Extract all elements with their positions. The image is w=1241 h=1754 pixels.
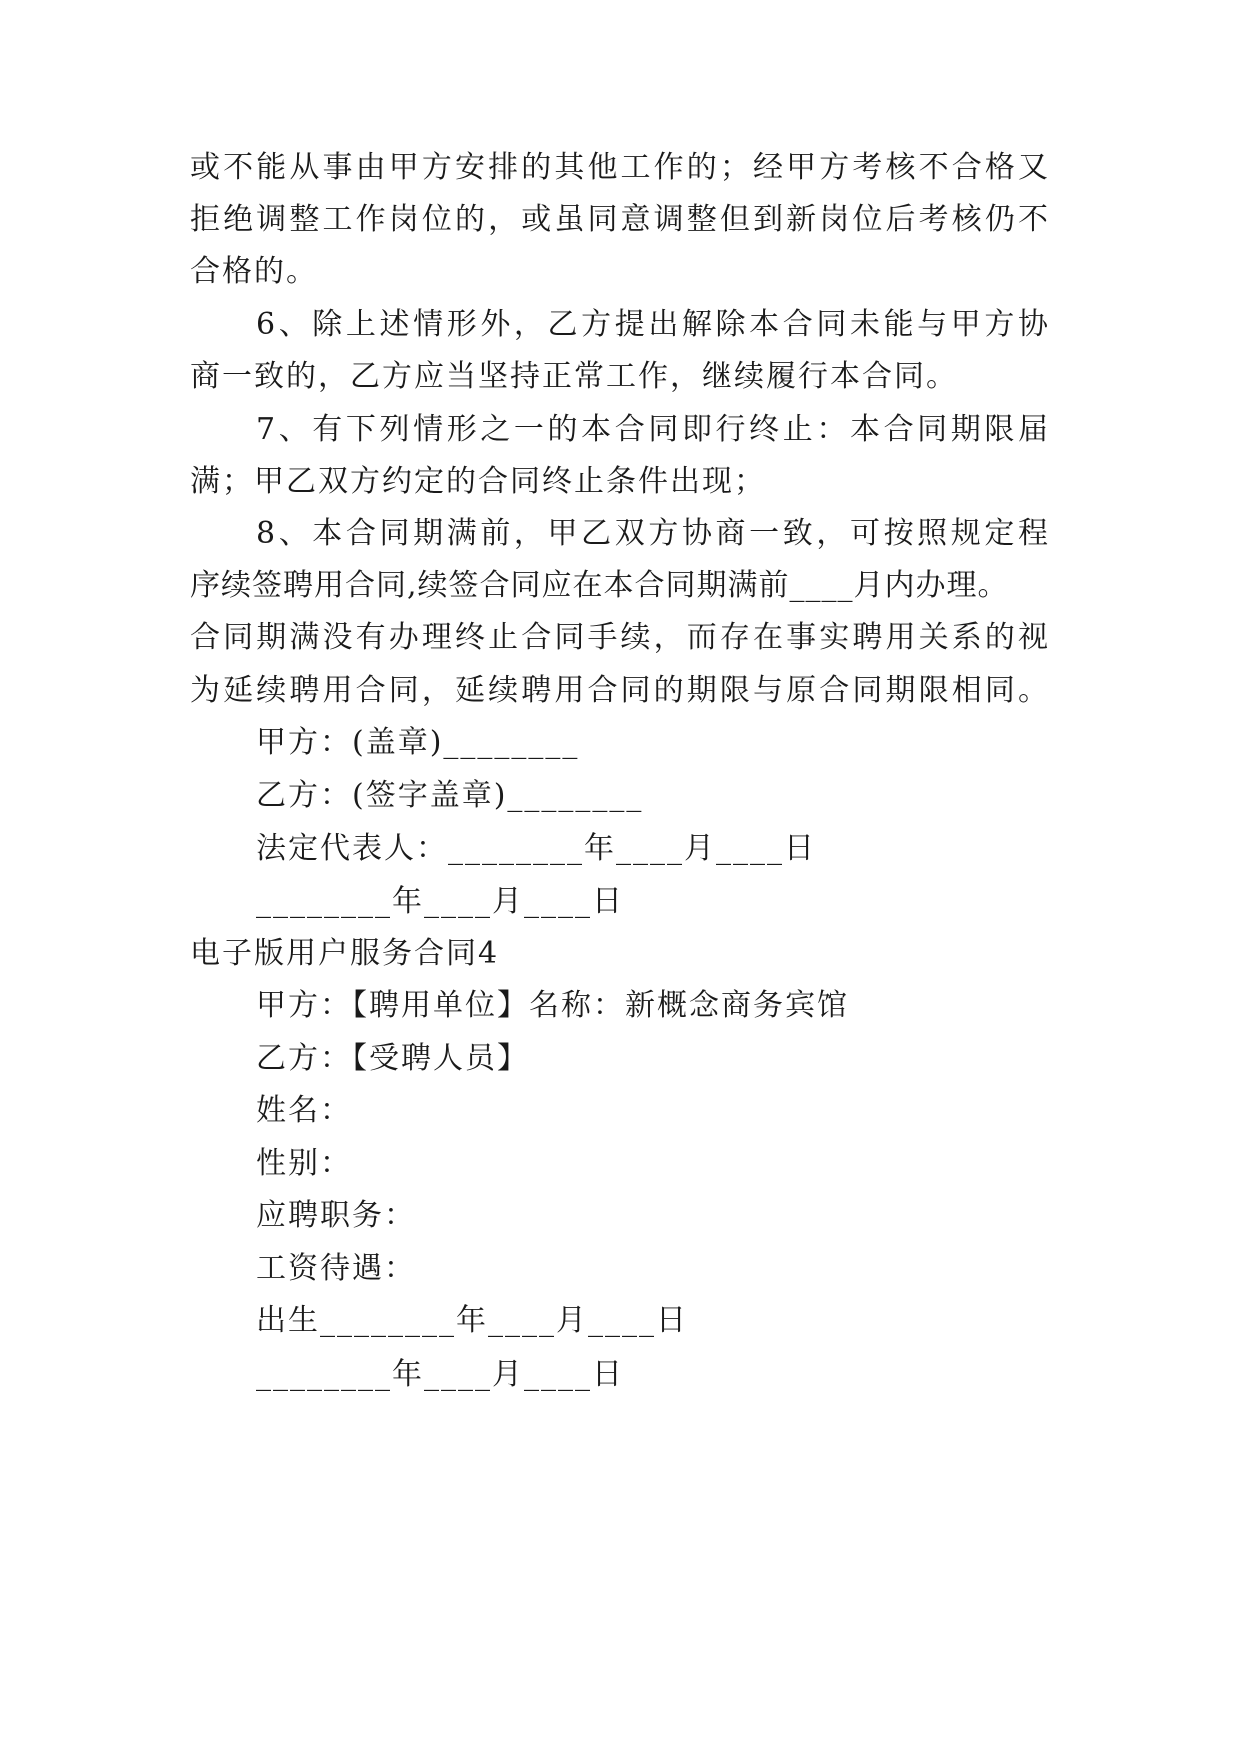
party-a-employer: 甲方：【聘用单位】名称：新概念商务宾馆: [256, 988, 849, 1023]
party-a-signature: 甲方：(盖章)________: [256, 725, 580, 760]
clause-7-line: 7、有下列情形之一的本合同即行终止：本合同期限届: [256, 412, 1050, 447]
salary-field-label: 工资待遇：: [256, 1251, 416, 1286]
paragraph-line: 合格的。: [190, 254, 318, 289]
paragraph-line: 或不能从事由甲方安排的其他工作的；经甲方考核不合格又: [190, 150, 1050, 185]
party-b-signature: 乙方：(签字盖章)________: [256, 778, 644, 813]
signature-date: ________年____月____日: [256, 884, 624, 919]
party-b-employee: 乙方：【受聘人员】: [256, 1041, 529, 1076]
position-field-label: 应聘职务：: [256, 1198, 416, 1233]
clause-6-line: 商一致的，乙方应当坚持正常工作，继续履行本合同。: [190, 359, 958, 394]
clause-8-line: 序续签聘用合同,续签合同应在本合同期满前____月内办理。: [190, 568, 1009, 603]
legal-representative-date: 法定代表人：________年____月____日: [256, 831, 816, 866]
gender-field-label: 性别：: [256, 1146, 352, 1181]
clause-8-line: 为延续聘用合同，延续聘用合同的期限与原合同期限相同。: [190, 673, 1050, 708]
clause-8-line: 合同期满没有办理终止合同手续，而存在事实聘用关系的视: [190, 620, 1050, 655]
clause-7-line: 满；甲乙双方约定的合同终止条件出现；: [190, 464, 766, 499]
paragraph-line: 拒绝调整工作岗位的，或虽同意调整但到新岗位后考核仍不: [190, 202, 1050, 237]
contract-heading: 电子版用户服务合同4: [190, 936, 500, 971]
clause-6-line: 6、除上述情形外，乙方提出解除本合同未能与甲方协: [256, 307, 1050, 342]
name-field-label: 姓名：: [256, 1093, 352, 1128]
clause-8-line: 8、本合同期满前，甲乙双方协商一致，可按照规定程: [256, 516, 1050, 551]
birth-date-field: 出生________年____月____日: [256, 1303, 688, 1338]
date-line: ________年____月____日: [256, 1357, 624, 1392]
